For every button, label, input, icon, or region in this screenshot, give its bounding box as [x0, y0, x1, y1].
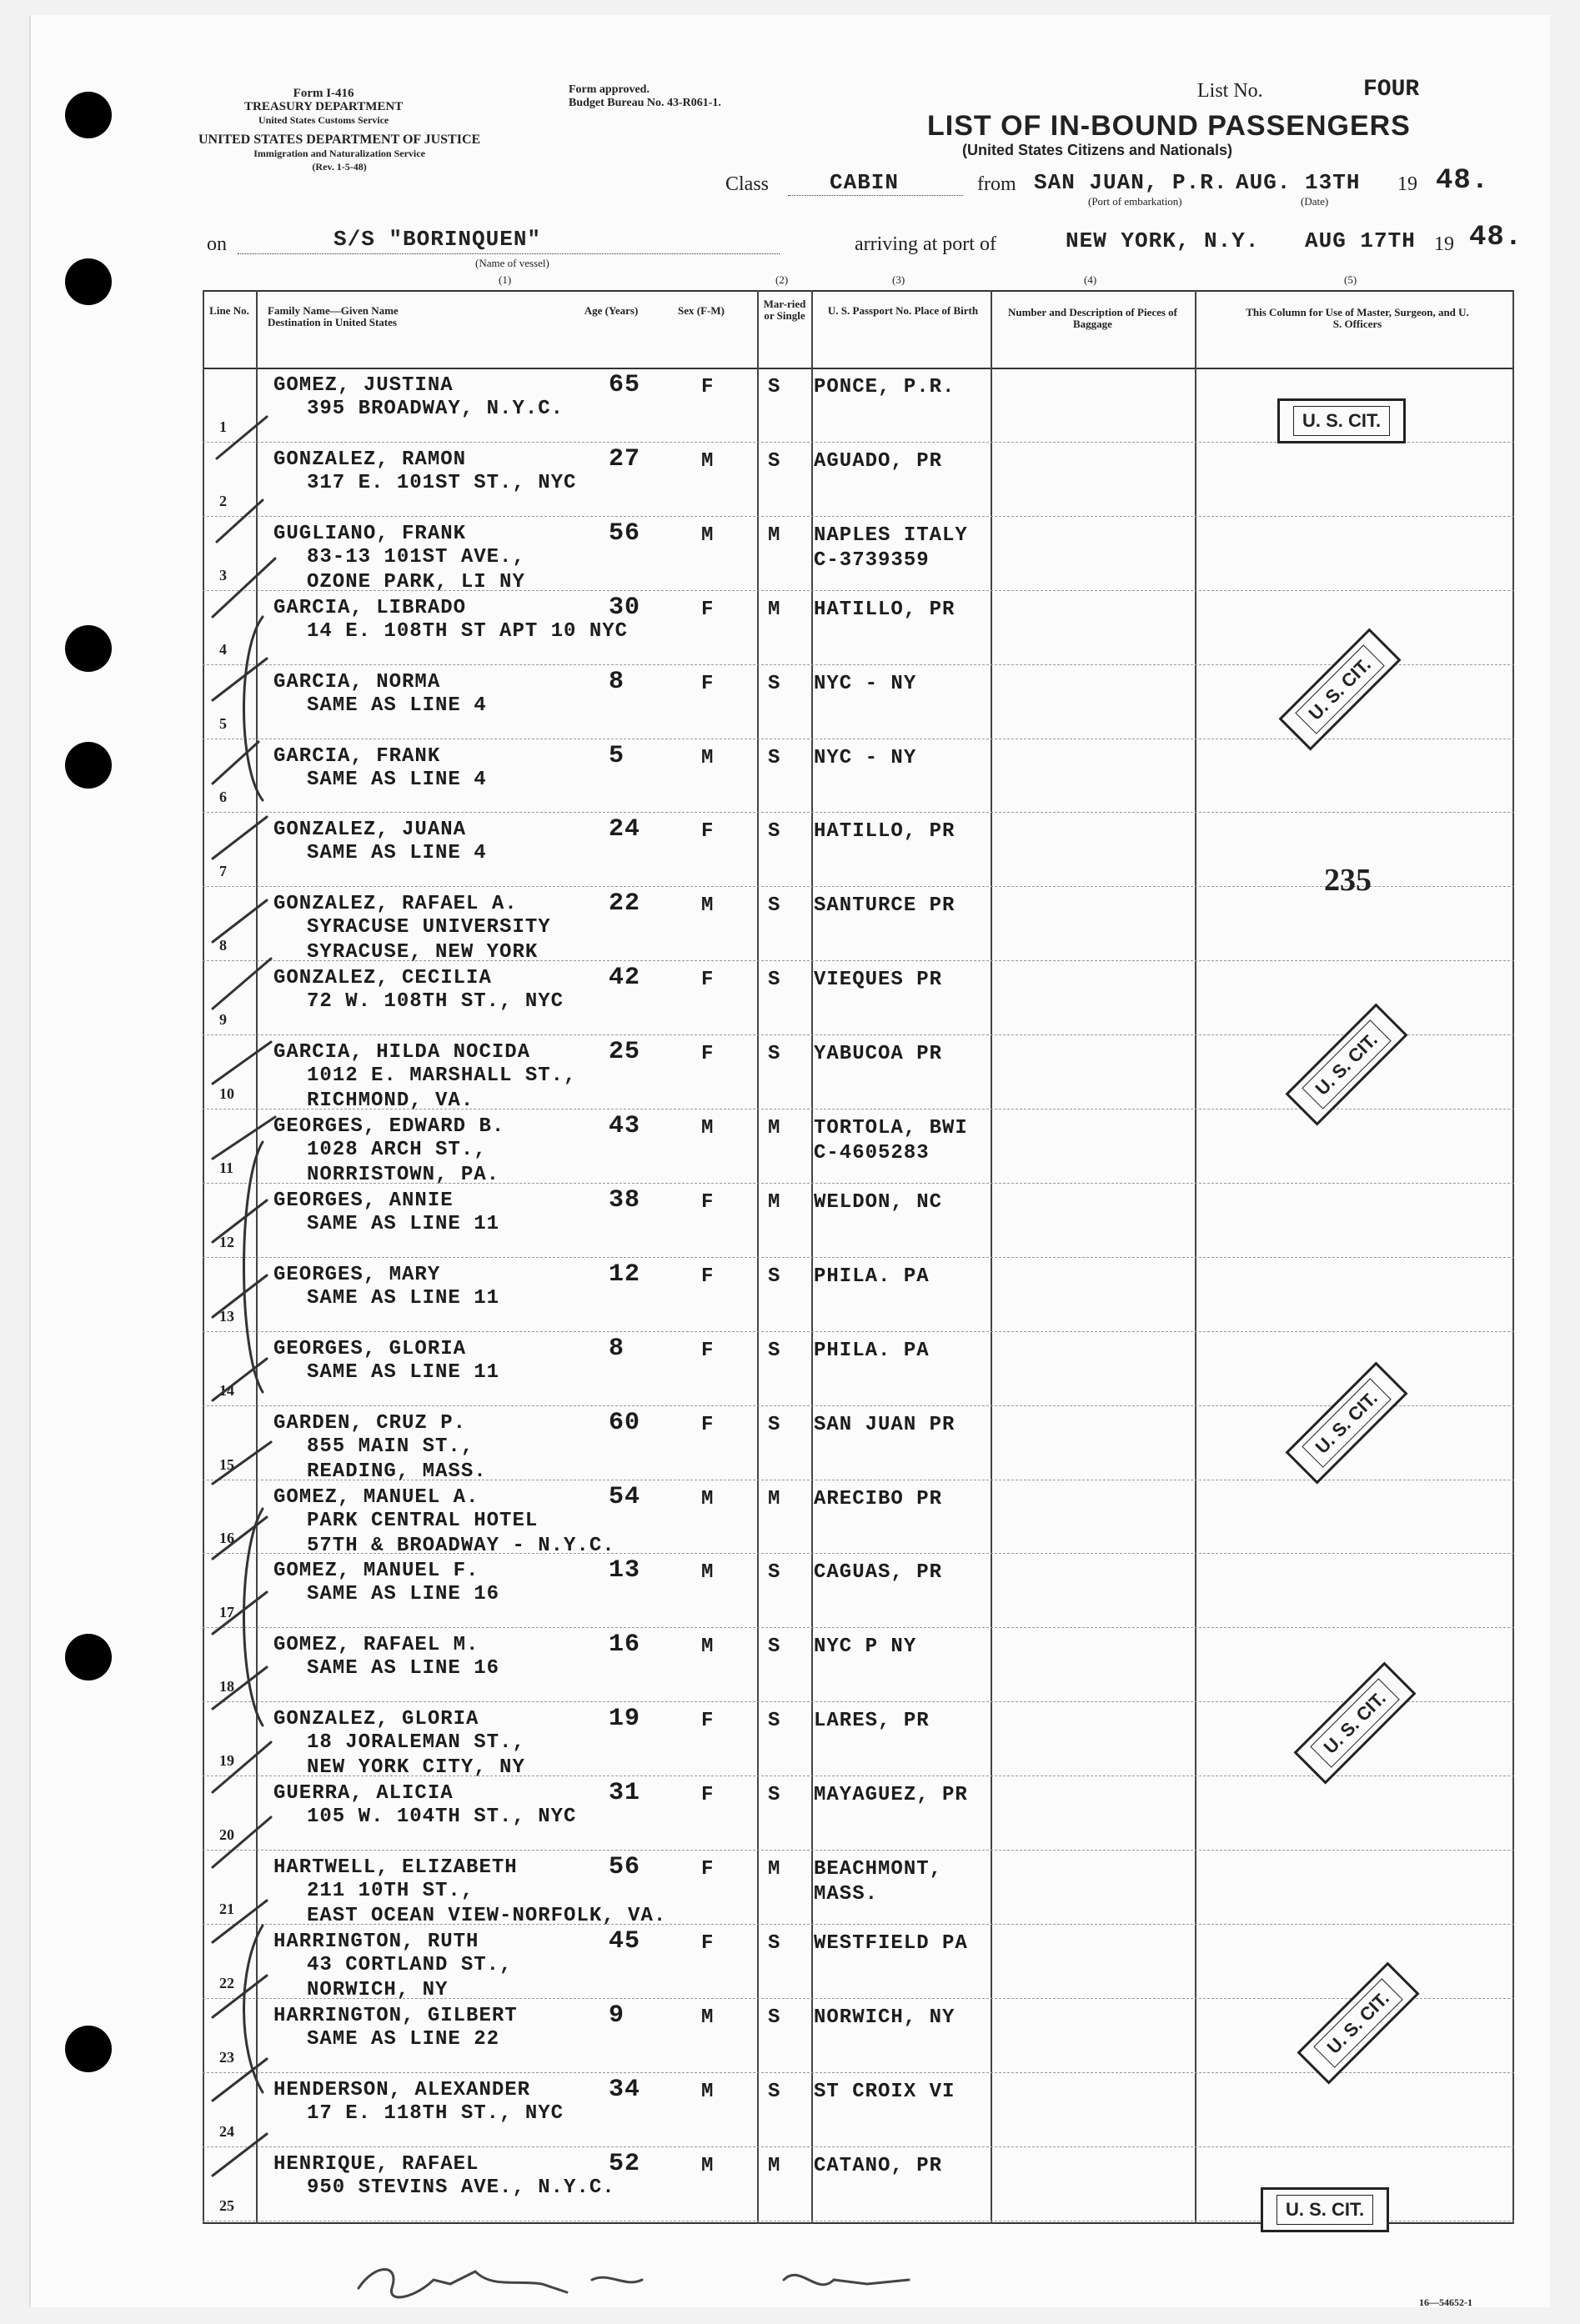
form-number: Form I-416 — [293, 87, 354, 100]
col-header-baggage: Number and Description of Pieces of Baggage — [1007, 306, 1178, 330]
punch-hole — [65, 625, 112, 672]
line-number: 10 — [219, 1085, 234, 1102]
col-header-line-no: Line No. — [209, 304, 249, 317]
passenger-name: GONZALEZ, RAMON — [273, 448, 467, 471]
form-id-block — [244, 87, 403, 127]
marital-status: S — [768, 1413, 781, 1436]
destination-line: SAME AS LINE 11 — [307, 1286, 500, 1310]
col-number-3: (3) — [892, 273, 905, 286]
place-of-birth: CAGUAS, PR — [814, 1561, 943, 1585]
destination-line: NORWICH, NY — [307, 1978, 449, 2001]
class-underline — [788, 195, 963, 196]
passenger-sex: F — [701, 1858, 715, 1881]
passenger-name: HARTWELL, ELIZABETH — [273, 1856, 518, 1879]
line-number: 23 — [219, 2048, 234, 2066]
marital-status: M — [768, 2154, 781, 2177]
line-number: 22 — [219, 1974, 234, 1991]
line-number: 12 — [219, 1233, 234, 1250]
row-separator — [203, 664, 1514, 665]
arrival-port: NEW YORK, N.Y. — [1066, 228, 1260, 253]
marital-status: S — [768, 746, 781, 769]
passenger-age: 38 — [609, 1185, 641, 1215]
place-of-birth: NAPLES ITALY — [814, 523, 968, 547]
destination-line: SYRACUSE, NEW YORK — [307, 941, 539, 964]
passenger-sex: F — [701, 376, 715, 398]
us-cit-stamp: U. S. CIT. — [1297, 1961, 1419, 2084]
row-separator — [203, 812, 1514, 813]
vessel-caption: (Name of vessel) — [475, 257, 549, 269]
destination-line: EAST OCEAN VIEW-NORFOLK, VA. — [307, 1905, 667, 1927]
passenger-age: 43 — [609, 1112, 641, 1140]
passenger-name: GOMEZ, MANUEL A. — [273, 1485, 479, 1509]
embark-year: 48. — [1436, 165, 1490, 197]
passenger-sex: M — [701, 2080, 715, 2103]
marital-status: M — [768, 1190, 781, 1214]
row-separator — [203, 886, 1514, 887]
row-separator — [203, 516, 1514, 517]
line-number: 9 — [219, 1011, 227, 1029]
place-of-birth: HATILLO, PR — [814, 820, 956, 844]
treasury-dept: TREASURY DEPARTMENT — [244, 100, 404, 113]
passenger-age: 8 — [609, 1334, 625, 1363]
row-separator — [203, 1405, 1514, 1406]
marital-status: S — [768, 2006, 781, 2029]
line-number: 6 — [219, 789, 227, 806]
destination-line: NEW YORK CITY, NY — [307, 1756, 525, 1780]
place-of-birth: BEACHMONT, — [814, 1858, 943, 1881]
destination-line: SAME AS LINE 16 — [307, 1657, 500, 1680]
list-no-value: FOUR — [1363, 77, 1420, 103]
marital-status: S — [768, 449, 781, 473]
passenger-name: GARCIA, LIBRADO — [273, 596, 467, 619]
row-separator — [203, 1701, 1514, 1702]
line-number: 15 — [219, 1455, 234, 1473]
port-of-embarkation: SAN JUAN, P.R. — [1034, 170, 1228, 195]
punch-hole — [65, 92, 112, 138]
port-embark-caption: (Port of embarkation) — [1088, 195, 1182, 208]
form-code: 16—54652-1 — [1419, 2296, 1472, 2308]
line-number: 20 — [219, 1826, 234, 1843]
col-header-officers: This Column for Use of Master, Surgeon, and U. S. Officers — [1246, 306, 1469, 330]
line-number: 16 — [219, 1530, 234, 1547]
passenger-name: GONZALEZ, JUANA — [273, 819, 467, 842]
passenger-name: GEORGES, EDWARD B. — [273, 1115, 505, 1138]
line-number: 5 — [219, 714, 227, 732]
passenger-age: 24 — [609, 815, 641, 844]
line-number: 2 — [219, 492, 227, 509]
passenger-name: GUERRA, ALICIA — [273, 1782, 454, 1806]
col-header-name: Family Name—Given Name Destination in United States — [268, 304, 399, 328]
class-value: CABIN — [830, 170, 900, 195]
line-number: 8 — [219, 937, 227, 954]
destination-line: OZONE PARK, LI NY — [307, 570, 525, 594]
destination-line: 395 BROADWAY, N.Y.C. — [307, 398, 564, 420]
passenger-sex: F — [701, 820, 715, 844]
passenger-age: 65 — [609, 371, 641, 399]
destination-line: SAME AS LINE 4 — [307, 768, 487, 791]
place-of-birth: HATILLO, PR — [814, 598, 956, 621]
marital-status: S — [768, 820, 781, 844]
place-of-birth: SAN JUAN PR — [814, 1413, 956, 1436]
page-number: 235 — [1324, 863, 1372, 898]
passenger-sex: F — [701, 969, 715, 992]
marital-status: M — [768, 598, 781, 621]
marital-status: S — [768, 1561, 781, 1585]
passenger-name: GARCIA, HILDA NOCIDA — [273, 1041, 531, 1064]
line-number: 1 — [219, 418, 227, 435]
punch-hole — [65, 258, 112, 305]
us-cit-stamp: U. S. CIT. — [1261, 2187, 1389, 2232]
col-header-age: Age (Years) — [584, 304, 639, 317]
place-of-birth: NYC - NY — [814, 672, 917, 695]
passenger-name: GARCIA, NORMA — [273, 670, 441, 694]
passenger-age: 13 — [609, 1556, 641, 1585]
passenger-sex: F — [701, 1190, 715, 1214]
col-number-4: (4) — [1084, 273, 1097, 286]
passenger-sex: F — [701, 1784, 715, 1807]
passenger-name: GARCIA, FRANK — [273, 744, 441, 768]
line-number: 17 — [219, 1604, 234, 1621]
passenger-name: GEORGES, ANNIE — [273, 1189, 454, 1212]
destination-line: 17 E. 118TH ST., NYC — [307, 2101, 564, 2125]
passenger-sex: M — [701, 1561, 715, 1585]
passenger-age: 60 — [609, 1408, 641, 1437]
passenger-age: 45 — [609, 1926, 641, 1956]
line-number: 19 — [219, 1752, 234, 1770]
line-number: 14 — [219, 1381, 234, 1399]
col-header-married: Mar-ried or Single — [763, 298, 806, 322]
passenger-sex: M — [701, 2154, 715, 2177]
place-of-birth: MAYAGUEZ, PR — [814, 1784, 968, 1807]
line-number: 3 — [219, 566, 227, 584]
us-cit-stamp: U. S. CIT. — [1278, 628, 1401, 750]
us-cit-stamp: U. S. CIT. — [1285, 1361, 1407, 1484]
destination-line: 105 W. 104TH ST., NYC — [307, 1806, 577, 1829]
line-number: 25 — [219, 2196, 234, 2214]
passenger-age: 19 — [609, 1705, 641, 1734]
line-number: 11 — [219, 1159, 234, 1176]
passenger-sex: F — [701, 672, 715, 695]
destination-line: SAME AS LINE 4 — [307, 694, 487, 717]
punch-hole — [65, 2026, 112, 2072]
place-of-birth: VIEQUES PR — [814, 969, 943, 992]
marital-status: S — [768, 1043, 781, 1066]
place-of-birth: PHILA. PA — [814, 1265, 930, 1288]
passenger-sex: F — [701, 1413, 715, 1436]
destination-line: SAME AS LINE 11 — [307, 1212, 500, 1235]
vessel-name: S/S "BORINQUEN" — [334, 227, 542, 252]
arrival-date: AUG 17TH — [1305, 228, 1416, 253]
destination-line: SAME AS LINE 22 — [307, 2027, 500, 2051]
destination-line: 72 W. 108TH ST., NYC — [307, 990, 564, 1014]
passenger-sex: F — [701, 598, 715, 621]
col-number-2: (2) — [775, 273, 789, 286]
passenger-age: 16 — [609, 1630, 641, 1660]
passenger-name: GONZALEZ, CECILIA — [273, 967, 492, 990]
passenger-name: HENDERSON, ALEXANDER — [273, 2078, 531, 2101]
destination-line: 950 STEVINS AVE., N.Y.C. — [307, 2176, 615, 2199]
line-number: 4 — [219, 640, 227, 658]
marital-status: S — [768, 672, 781, 695]
place-of-birth: NYC - NY — [814, 746, 917, 769]
passenger-name: GUGLIANO, FRANK — [273, 522, 467, 545]
passenger-name: HARRINGTON, GILBERT — [273, 2004, 518, 2027]
marital-status: S — [768, 1265, 781, 1288]
row-separator — [203, 1331, 1514, 1332]
line-number: 7 — [219, 863, 227, 880]
place-of-birth: LARES, PR — [814, 1710, 930, 1733]
revision: (Rev. 1-5-48) — [312, 161, 367, 173]
place-of-birth: NORWICH, NY — [814, 2006, 956, 2029]
passenger-sex: M — [701, 894, 715, 918]
row-separator — [203, 1257, 1514, 1258]
passenger-name: GONZALEZ, GLORIA — [273, 1708, 479, 1731]
place-of-birth: C-4605283 — [814, 1142, 930, 1165]
year-prefix-1: 19 — [1397, 173, 1417, 195]
place-of-birth: ST CROIX VI — [814, 2080, 956, 2103]
handwritten-check-marks — [200, 367, 334, 2251]
marital-status: M — [768, 1487, 781, 1510]
passenger-sex: M — [701, 523, 715, 547]
passenger-name: GONZALEZ, RAFAEL A. — [273, 893, 518, 916]
destination-line: 211 10TH ST., — [307, 1880, 474, 1902]
destination-line: 1012 E. MARSHALL ST., — [307, 1064, 577, 1088]
place-of-birth: TORTOLA, BWI — [814, 1117, 968, 1139]
passenger-sex: F — [701, 1339, 715, 1362]
line-number: 13 — [219, 1307, 234, 1325]
marital-status: M — [768, 523, 781, 547]
passenger-age: 54 — [609, 1482, 641, 1511]
place-of-birth: MASS. — [814, 1883, 879, 1906]
handwritten-signature — [350, 2255, 934, 2313]
row-separator — [203, 1850, 1514, 1851]
place-of-birth: YABUCOA PR — [814, 1043, 943, 1066]
table-header-rule — [203, 368, 1514, 369]
marital-status: S — [768, 376, 781, 398]
place-of-birth: SANTURCE PR — [814, 894, 956, 918]
passenger-name: HARRINGTON, RUTH — [273, 1930, 479, 1953]
from-label: from — [977, 173, 1016, 195]
page-title: LIST OF IN-BOUND PASSENGERS — [927, 110, 1411, 142]
col-number-1: (1) — [499, 273, 512, 286]
form-approved: Form approved. — [569, 83, 650, 96]
passenger-name: GOMEZ, MANUEL F. — [273, 1560, 479, 1583]
passenger-sex: F — [701, 1265, 715, 1288]
passenger-sex: M — [701, 1487, 715, 1510]
col-number-5: (5) — [1344, 273, 1357, 286]
table-top-rule — [203, 290, 1514, 292]
passenger-sex: F — [701, 1043, 715, 1066]
us-cit-stamp: U. S. CIT. — [1277, 398, 1406, 443]
page-subtitle: (United States Citizens and Nationals) — [962, 142, 1233, 158]
us-cit-stamp: U. S. CIT. — [1293, 1661, 1416, 1784]
date-caption: (Date) — [1301, 195, 1329, 208]
passenger-age: 56 — [609, 1853, 641, 1881]
arriving-label: arriving at port of — [855, 233, 996, 255]
row-separator — [203, 1627, 1514, 1628]
passenger-age: 34 — [609, 2075, 641, 2104]
passenger-sex: M — [701, 1635, 715, 1659]
approval-block — [569, 83, 721, 110]
destination-line: 855 MAIN ST., — [307, 1435, 474, 1458]
on-label: on — [207, 233, 227, 255]
punch-hole — [65, 1634, 112, 1680]
place-of-birth: ARECIBO PR — [814, 1487, 943, 1510]
passenger-age: 30 — [609, 593, 641, 622]
col-header-passport: U. S. Passport No. Place of Birth — [827, 304, 979, 317]
marital-status: S — [768, 1931, 781, 1955]
budget-bureau: Budget Bureau No. 43-R061-1. — [569, 97, 721, 109]
passenger-age: 56 — [609, 518, 641, 548]
destination-line: SYRACUSE UNIVERSITY — [307, 916, 551, 939]
passenger-age: 5 — [609, 741, 625, 770]
destination-line: 43 CORTLAND ST., — [307, 1953, 513, 1976]
place-of-birth: CATANO, PR — [814, 2154, 943, 2177]
marital-status: S — [768, 1339, 781, 1362]
customs-service: United States Customs Service — [258, 114, 389, 126]
passenger-age: 9 — [609, 2001, 625, 2030]
passenger-sex: M — [701, 1117, 715, 1139]
line-number: 24 — [219, 2122, 234, 2140]
place-of-birth: AGUADO, PR — [814, 449, 943, 473]
passenger-sex: F — [701, 1931, 715, 1955]
marital-status: S — [768, 894, 781, 918]
row-separator — [203, 1034, 1514, 1035]
vessel-underline — [238, 253, 780, 254]
place-of-birth: C-3739359 — [814, 548, 930, 572]
passenger-name: GOMEZ, JUSTINA — [273, 374, 454, 397]
line-number: 21 — [219, 1900, 234, 1917]
us-cit-stamp: U. S. CIT. — [1285, 1003, 1407, 1125]
passenger-sex: M — [701, 2006, 715, 2029]
passenger-sex: F — [701, 1710, 715, 1733]
destination-line: SAME AS LINE 4 — [307, 842, 487, 865]
ins-service: Immigration and Naturalization Service — [253, 148, 425, 159]
place-of-birth: PONCE, P.R. — [814, 376, 956, 398]
passenger-age: 12 — [609, 1260, 641, 1289]
marital-status: S — [768, 2080, 781, 2103]
passenger-name: GEORGES, GLORIA — [273, 1337, 467, 1360]
arrival-year: 48. — [1469, 222, 1523, 253]
passenger-name: GOMEZ, RAFAEL M. — [273, 1634, 479, 1657]
marital-status: S — [768, 1710, 781, 1733]
passenger-sex: M — [701, 746, 715, 769]
place-of-birth: PHILA. PA — [814, 1339, 930, 1362]
justice-dept-block — [198, 133, 480, 173]
destination-line: 1028 ARCH ST., — [307, 1139, 487, 1161]
place-of-birth: WESTFIELD PA — [814, 1931, 968, 1955]
destination-line: 83-13 101ST AVE., — [307, 545, 525, 568]
passenger-age: 8 — [609, 667, 625, 696]
destination-line: 18 JORALEMAN ST., — [307, 1731, 525, 1755]
destination-line: SAME AS LINE 16 — [307, 1583, 500, 1606]
destination-line: SAME AS LINE 11 — [307, 1360, 500, 1384]
list-no-label: List No. — [1197, 80, 1263, 102]
destination-line: READING, MASS. — [307, 1460, 487, 1483]
place-of-birth: NYC P NY — [814, 1635, 917, 1659]
passenger-table — [203, 290, 1514, 2224]
passenger-age: 22 — [609, 889, 641, 919]
passenger-age: 52 — [609, 2149, 641, 2178]
destination-line: PARK CENTRAL HOTEL — [307, 1509, 539, 1532]
destination-line: NORRISTOWN, PA. — [307, 1164, 500, 1186]
embark-date: AUG. 13TH — [1236, 170, 1361, 195]
marital-status: M — [768, 1858, 781, 1881]
destination-line: 14 E. 108TH ST APT 10 NYC — [307, 619, 629, 643]
line-number: 18 — [219, 1678, 234, 1695]
passenger-age: 31 — [609, 1779, 641, 1808]
year-prefix-2: 19 — [1434, 233, 1454, 255]
marital-status: M — [768, 1117, 781, 1139]
passenger-name: GEORGES, MARY — [273, 1263, 441, 1286]
passenger-name: GARDEN, CRUZ P. — [273, 1411, 467, 1435]
destination-line: 57TH & BROADWAY - N.Y.C. — [307, 1534, 615, 1557]
justice-dept: UNITED STATES DEPARTMENT OF JUSTICE — [198, 133, 481, 147]
row-separator — [203, 2146, 1514, 2147]
passenger-age: 42 — [609, 964, 641, 993]
marital-status: S — [768, 1784, 781, 1807]
class-label: Class — [725, 173, 770, 195]
passenger-sex: M — [701, 449, 715, 473]
passenger-age: 25 — [609, 1038, 641, 1067]
col-header-sex: Sex (F-M) — [678, 304, 725, 317]
place-of-birth: WELDON, NC — [814, 1190, 943, 1214]
punch-hole — [65, 742, 112, 789]
marital-status: S — [768, 969, 781, 992]
destination-line: RICHMOND, VA. — [307, 1089, 474, 1113]
marital-status: S — [768, 1635, 781, 1659]
passenger-age: 27 — [609, 444, 641, 473]
destination-line: 317 E. 101ST ST., NYC — [307, 471, 577, 494]
passenger-name: HENRIQUE, RAFAEL — [273, 2152, 479, 2176]
